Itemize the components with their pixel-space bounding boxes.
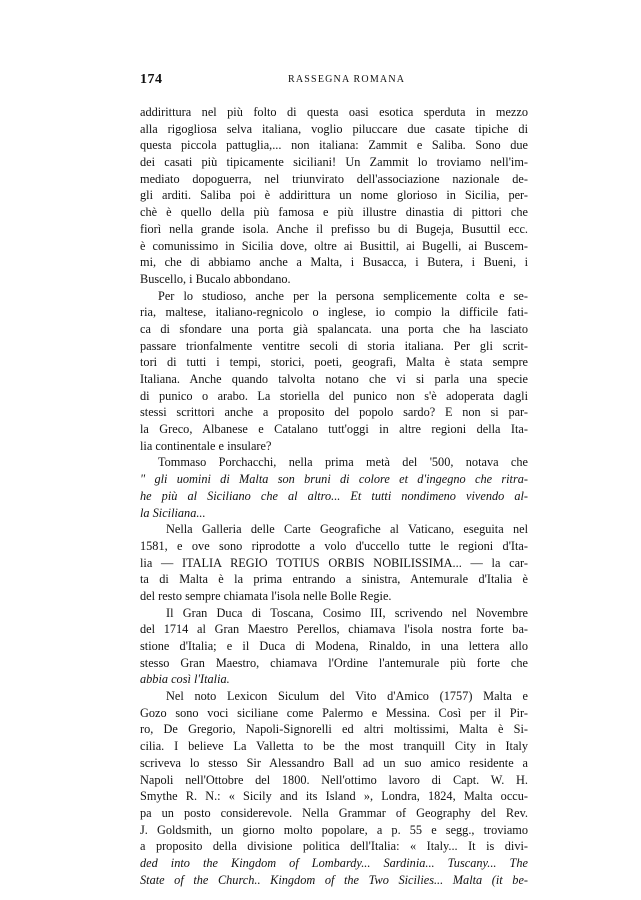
page-header xyxy=(140,72,528,90)
quote-italic: " gli uomini di Malta son bruni di colore et d'ingegno che ritra- xyxy=(140,472,528,487)
text-line: alla rigogliosa selva italiana, voglio piluccare due casate tipiche di xyxy=(140,121,528,136)
text-line: Nella Galleria delle Carte Geografiche al Vaticano, eseguita nel xyxy=(166,522,528,537)
text-line: a proposito della divisione politica dell'Italia: « Italy... It is divi- xyxy=(140,839,528,854)
text-line: addirittura nel più folto di questa oasi esotica sperduta in mezzo xyxy=(140,105,528,119)
text-line xyxy=(140,872,528,889)
text-line: passare trionfalmente ventitre secoli di storia italiana. Per gli scrit- xyxy=(140,338,528,353)
text-line: cilia. I believe La Valletta to be the most tranquill City in Italy xyxy=(140,739,528,754)
text-line: mi, che di abbiamo anche a Malta, i Busacca, i Butera, i Bueni, i xyxy=(140,255,528,270)
text-line: stione d'Italia; e il Duca di Modena, Rinaldo, in una lettera allo xyxy=(140,639,528,653)
text-line xyxy=(140,471,528,488)
text-line: del resto sempre chiamata l'isola nelle Bolle Regie. xyxy=(140,588,392,603)
text-line: Napoli nell'Ottobre del 1800. Nell'ottimo lavoro di Capt. W. H. xyxy=(140,772,528,787)
text-line xyxy=(140,488,528,505)
text-line: Tommaso Porchacchi, nella prima metà del '500, notava che xyxy=(158,455,528,470)
text-line: mediato dopoguerra, nel triunvirato dell'associazione nazionale de- xyxy=(140,171,528,186)
running-title: RASSEGNA ROMANA xyxy=(288,74,406,85)
quote-italic: he più al Siciliano che al altro... Et tutti nondimeno vivendo al- xyxy=(140,488,528,503)
text-line: tori di tutti i tempi, storici, poeti, geografi, Malta è stata sempre xyxy=(140,355,528,370)
text-line xyxy=(140,505,528,522)
text-line: stesso Gran Maestro, chiamava l'Ordine l'antemurale più forte che xyxy=(140,655,528,670)
text-line: di punico o arabo. La storiella del punico non s'è adoperata dagli xyxy=(140,388,528,403)
text-line: 1581, e ove sono riprodotte a volo d'uccello tutte le regioni d'Ita- xyxy=(140,538,528,553)
text-line xyxy=(140,855,528,872)
text-line: stessi scrittori anche a proposito del popolo sardo? E non si par- xyxy=(140,405,528,420)
text-line: Buscello, i Bucalo abbondano. xyxy=(140,271,291,286)
page-number: 174 xyxy=(140,72,163,87)
text-line: è comunissimo in Sicilia dove, oltre ai Busittil, ai Bugelli, ai Buscem- xyxy=(140,238,528,253)
text-line: ta di Malta è la prima entrando a sinistra, Antemurale d'Italia è xyxy=(140,572,528,587)
text-line xyxy=(140,671,528,688)
text-line: scriveva lo stesso Sir Alessandro Ball ad un suo amico residente a xyxy=(140,755,528,770)
text-line: ro, De Gregorio, Napoli-Signorelli ed altri moltissimi, Malta è Si- xyxy=(140,722,528,737)
quote-italic: la Siciliana... xyxy=(140,505,206,520)
text-line: chè è quello della più famosa e più illustre dinastia di pittori che xyxy=(140,205,528,220)
text-line: pa un posto considerevole. Nella Grammar of Geography del Rev. xyxy=(140,805,528,820)
text-line: J. Goldsmith, un giorno molto popolare, a p. 55 e segg., troviamo xyxy=(140,822,528,837)
text-line: lia continentale e insulare? xyxy=(140,438,272,453)
quote-italic: ded into the Kingdom of Lombardy... Sardinia... Tuscany... The xyxy=(140,855,528,870)
text-line: ca di sfondare una porta già spalancata. una porta che ha lasciato xyxy=(140,321,528,336)
text-line: Il Gran Duca di Toscana, Cosimo III, scrivendo nel Novembre xyxy=(166,605,528,620)
text-line: del 1714 al Gran Maestro Perellos, chiamava l'isola nostra forte ba- xyxy=(140,622,528,637)
body-text xyxy=(140,104,528,888)
text-line: Gozo sono voci siciliane come Palermo e Messina. Così per il Pir- xyxy=(140,705,528,720)
quote-italic: State of the Church.. Kingdom of the Two Sicilies... Malta (it be- xyxy=(140,872,528,887)
text-line: lia — ITALIA REGIO TOTIUS ORBIS NOBILISSIMA... — la car- xyxy=(140,555,528,570)
text-line: la Greco, Albanese e Catalano tutt'oggi in altre regioni della Ita- xyxy=(140,422,528,437)
text-line: Nel noto Lexicon Siculum del Vito d'Amico (1757) Malta e xyxy=(166,689,528,704)
text-line: Per lo studioso, anche per la persona semplicemente colta e se- xyxy=(158,288,528,303)
text-line: ria, maltese, italiano-regnicolo o inglese, io compio la difficile fati- xyxy=(140,305,528,320)
text-line: Smythe R. N.: « Sicily and its Island », Londra, 1824, Malta occu- xyxy=(140,789,528,804)
text-line: Italiana. Anche quando talvolta notano che vi si parla una specie xyxy=(140,372,528,386)
text-line: questa piccola pattuglia,... non italiana: Zammit e Saliba. Sono due xyxy=(140,138,528,153)
quote-italic: abbia così l'Italia. xyxy=(140,672,230,687)
text-line: fiorì nella grande isola. Anche il prefisso bu di Bugeja, Busuttil ecc. xyxy=(140,221,528,236)
text-line: gli arditi. Saliba poi è addirittura un nome glorioso in Sicilia, per- xyxy=(140,188,528,203)
text-line: dei casati più tipicamente siciliani! Un Zammit lo troviamo nell'im- xyxy=(140,155,528,170)
